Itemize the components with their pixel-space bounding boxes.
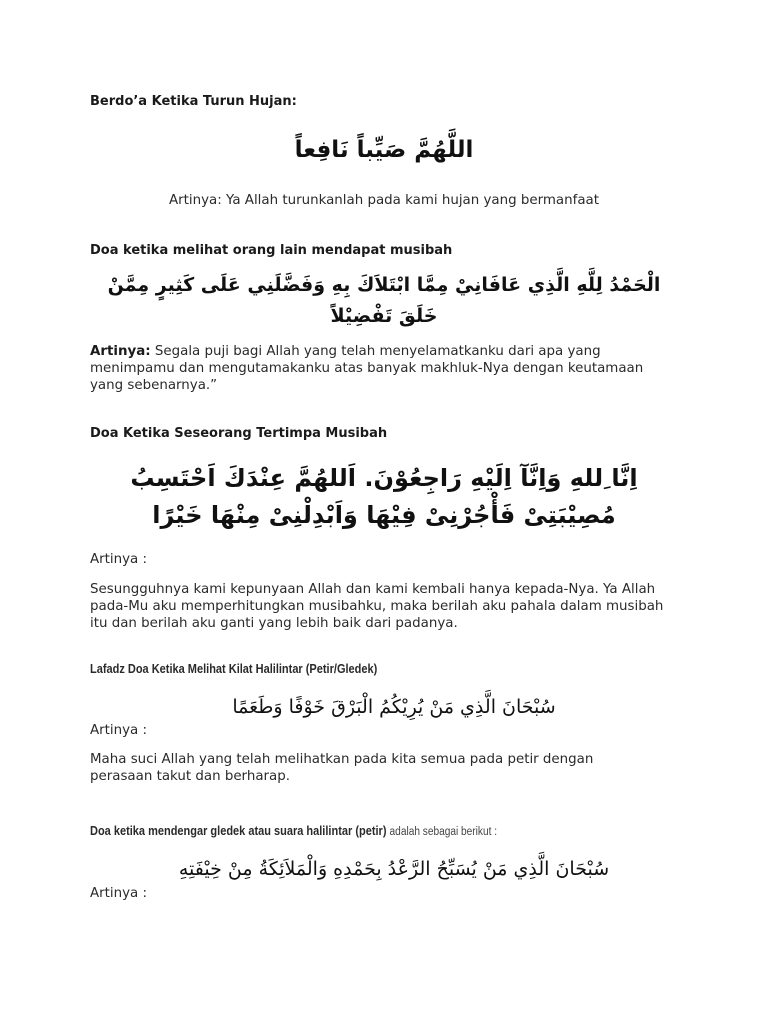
meaning-others-misfortune <box>90 343 678 394</box>
meaning-label-thunder: Artinya : <box>90 886 148 901</box>
arabic-lightning: سُبْحَانَ الَّذِي مَنْ يُرِيْكُمُ الْبَرْقَ خَوْفًا وَطَعَمًا <box>232 696 556 718</box>
section-title-others-misfortune: Doa ketika melihat orang lain mendapat musibah <box>90 243 453 258</box>
meaning-rain-prayer: Artinya: Ya Allah turunkanlah pada kami hujan yang bermanfaat <box>168 193 599 208</box>
meaning-text: Segala puji bagi Allah yang telah menyelamatkanku dari apa yang menimpamu dan mengutamakanku atas banyak makhluk-Nya dengan keutamaan yang sebenarnya.” <box>90 344 644 393</box>
section-title-calamity: Doa Ketika Seseorang Tertimpa Musibah <box>90 426 388 441</box>
meaning-label-calamity: Artinya : <box>90 552 148 567</box>
arabic-thunder: سُبْحَانَ الَّذِي مَنْ يُسَبِّحُ الرَّعْدُ بِحَمْدِهِ وَالْمَلاَئِكَةُ مِنْ خِيْفَتِهِ <box>178 858 610 880</box>
meaning-calamity: Sesungguhnya kami kepunyaan Allah dan kami kembali hanya kepada-Nya. Ya Allah pada-Mu aku memperhitungkan musibahku, maka berilah aku pahala dalam musibah itu dan berilah aku ganti yang lebih baik dari padanya. <box>90 582 664 631</box>
section-title-thunder <box>90 824 497 838</box>
arabic-rain-prayer: اللَّهُمَّ صَيِّباً نَافِعاً <box>294 137 474 163</box>
meaning-label-lightning: Artinya : <box>90 723 148 738</box>
title-thunder-suffix: adalah sebagai berikut : <box>389 826 498 838</box>
title-thunder-main: Doa ketika mendengar gledek atau suara halilintar (petir) <box>90 824 387 838</box>
section-title-rain-prayer: Berdo’a Ketika Turun Hujan: <box>90 94 297 109</box>
arabic-others-misfortune: الْحَمْدُ لِلَّهِ الَّذِي عَافَانِيْ مِمَّا ابْتَلاَكَ بِهِ وَفَضَّلَنِي عَلَى كَثِيرٍ مِمَّنْ خَلَقَ تَفْضِيْلاً <box>107 274 661 327</box>
arabic-calamity: اِنَّا ِللهِ وَاِنَّآ اِلَيْهِ رَاجِعُوْنَ. اَللهُمَّ عِنْدَكَ اَحْتَسِبُ مُصِيْبَتِىْ فَأْجُرْنِىْ فِيْهَا وَاَبْدِلْنِىْ مِنْهَا خَيْرًا <box>130 464 638 529</box>
meaning-lightning: Maha suci Allah yang telah melihatkan pada kita semua pada petir dengan perasaan takut dan berharap. <box>90 752 594 784</box>
meaning-label: Artinya: <box>90 344 151 359</box>
section-title-lightning: Lafadz Doa Ketika Melihat Kilat Halilintar (Petir/Gledek) <box>90 662 378 676</box>
